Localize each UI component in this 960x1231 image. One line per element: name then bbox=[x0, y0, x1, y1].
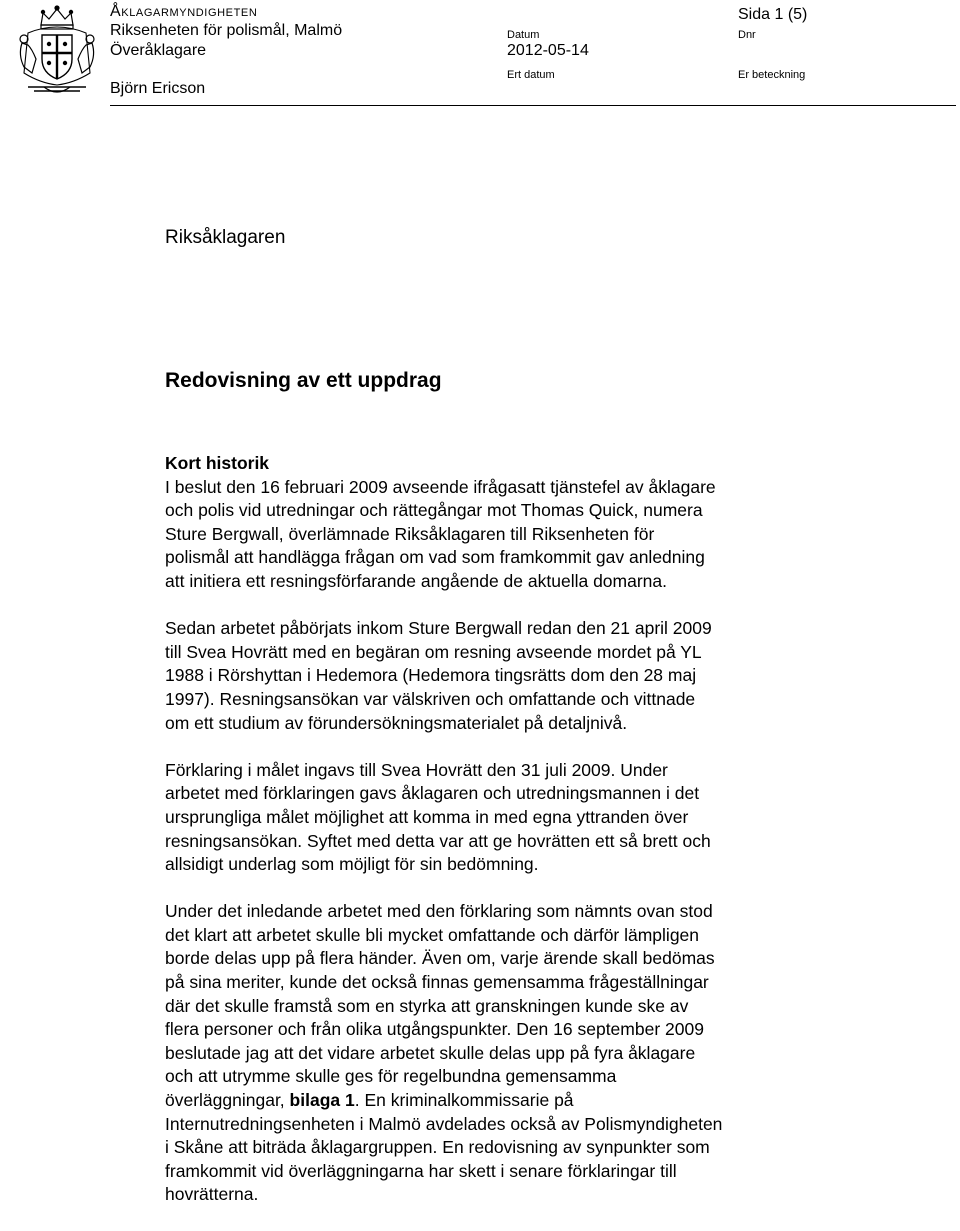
date-value: 2012-05-14 bbox=[507, 42, 589, 59]
coat-of-arms-logo bbox=[14, 3, 100, 99]
paragraph-2 bbox=[165, 617, 825, 735]
header-divider bbox=[110, 105, 956, 106]
document-title: Redovisning av ett uppdrag bbox=[165, 369, 442, 392]
text-fragment: överläggningar, bbox=[165, 1090, 290, 1111]
paragraph-line: Internutredningsenheten i Malmö avdelades också av Polismyndigheten bbox=[165, 1113, 723, 1134]
paragraph-line: Förklaring i målet ingavs till Svea Hovrätt den 31 juli 2009. Under bbox=[165, 759, 668, 780]
paragraph-line: resningsansökan. Syftet med detta var att ge hovrätten ett så brett och bbox=[165, 830, 711, 851]
paragraph-line: Sture Bergwall, överlämnade Riksåklagaren till Riksenheten för bbox=[165, 523, 655, 544]
paragraph-line: i Skåne att biträda åklagargruppen. En redovisning av synpunkter som bbox=[165, 1137, 710, 1158]
paragraph-line: I beslut den 16 februari 2009 avseende ifrågasatt tjänstefel av åklagare bbox=[165, 476, 716, 497]
paragraph-line: till Svea Hovrätt med en begäran om resning avseende mordet på YL bbox=[165, 641, 702, 662]
paragraph-1 bbox=[165, 476, 825, 594]
paragraph-line: polismål att handlägga frågan om vad som framkommit gav anledning bbox=[165, 547, 705, 568]
paragraph-line: och att utrymme skulle ges för regelbundna gemensamma bbox=[165, 1066, 617, 1087]
paragraph-line: ursprungliga målet möjlighet att komma in med egna yttranden över bbox=[165, 806, 689, 827]
paragraph-line: att initiera ett resningsförfarande angående de aktuella domarna. bbox=[165, 570, 667, 591]
paragraph-line: på sina meriter, kunde det också finnas gemensamma frågeställningar bbox=[165, 972, 709, 993]
dnr-label: Dnr bbox=[738, 29, 756, 41]
paragraph-line: borde delas upp på flera händer. Även om, varje ärende skall bedömas bbox=[165, 948, 715, 969]
paragraph-4 bbox=[165, 900, 825, 1207]
paragraph-line: Under det inledande arbetet med den förklaring som nämnts ovan stod bbox=[165, 901, 713, 922]
date-label: Datum bbox=[507, 29, 540, 41]
page-number: Sida 1 (5) bbox=[738, 6, 808, 23]
attachment-reference: bilaga 1 bbox=[289, 1090, 355, 1111]
paragraph-line: flera personer och från olika utgångspunkter. Den 16 september 2009 bbox=[165, 1019, 704, 1040]
author-role: Överåklagare bbox=[110, 42, 207, 59]
text-fragment: . En kriminalkommissarie på bbox=[354, 1090, 574, 1111]
paragraph-line: det klart att arbetet skulle bli mycket omfattande och därför lämpligen bbox=[165, 924, 700, 945]
paragraph-line: beslutade jag att det vidare arbetet skulle delas upp på fyra åklagare bbox=[165, 1042, 696, 1063]
author-name: Björn Ericson bbox=[110, 80, 206, 97]
paragraph-line: hovrätterna. bbox=[165, 1184, 259, 1205]
recipient: Riksåklagaren bbox=[165, 227, 286, 248]
paragraph-3 bbox=[165, 759, 825, 877]
paragraph-line: framkommit vid överläggningarna har skett i senare förklaringar till bbox=[165, 1160, 677, 1181]
organization-name: Åklagarmyndigheten bbox=[110, 3, 258, 20]
paragraph-line-with-attachment-ref bbox=[165, 1089, 825, 1113]
paragraph-line: 1997). Resningsansökan var välskriven och omfattande och vittnade bbox=[165, 688, 696, 709]
paragraph-line: allsidigt underlag som möjligt för sin bedömning. bbox=[165, 854, 539, 875]
your-reference-label: Er beteckning bbox=[738, 69, 806, 81]
paragraph-line: om ett studium av förundersökningsmaterialet på detaljnivå. bbox=[165, 712, 628, 733]
your-date-label: Ert datum bbox=[507, 69, 555, 81]
document-body bbox=[165, 452, 825, 1231]
paragraph-line: 1988 i Rörshyttan i Hedemora (Hedemora tingsrätts dom den 28 maj bbox=[165, 665, 697, 686]
section-heading: Kort historik bbox=[165, 453, 270, 473]
paragraph-line: där det skulle framstå som en styrka att granskningen kunde ske av bbox=[165, 995, 689, 1016]
paragraph-line: arbetet med förklaringen gavs åklagaren och utredningsmannen i det bbox=[165, 783, 700, 804]
organization-unit: Riksenheten för polismål, Malmö bbox=[110, 22, 343, 39]
paragraph-line: och polis vid utredningar och rättegångar mot Thomas Quick, numera bbox=[165, 500, 703, 521]
paragraph-line: Sedan arbetet påbörjats inkom Sture Bergwall redan den 21 april 2009 bbox=[165, 618, 712, 639]
